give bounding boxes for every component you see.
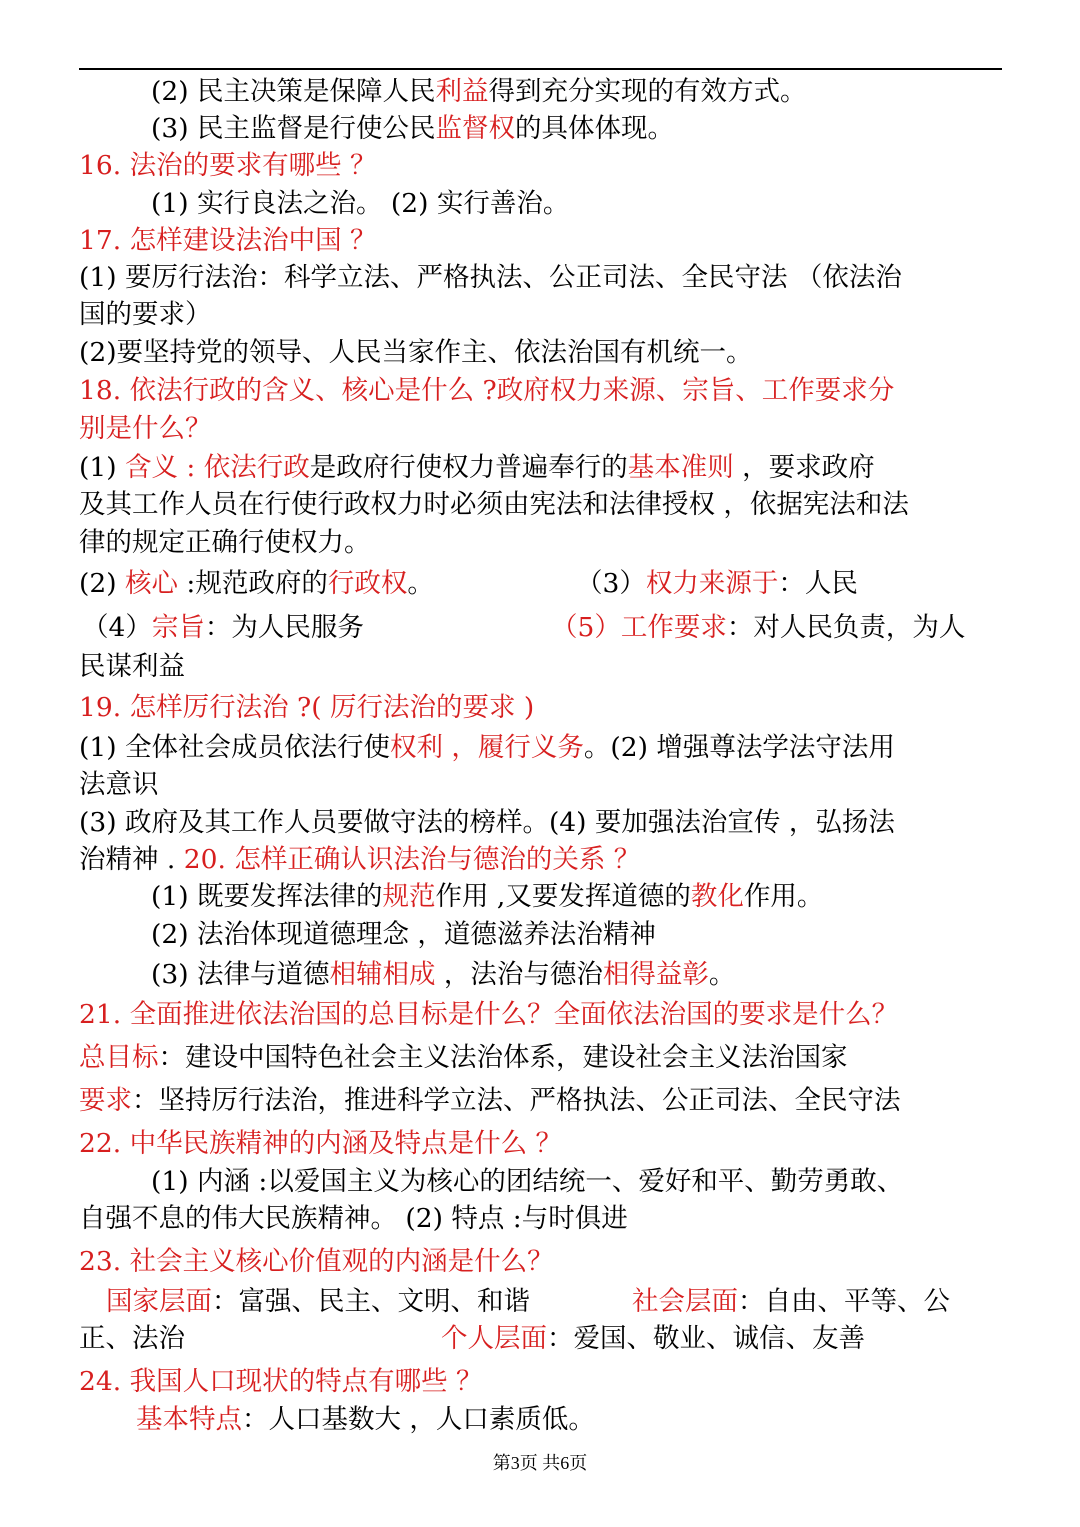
text-line (79, 1039, 848, 1077)
text: 作用。 (743, 881, 824, 912)
text-line (79, 565, 434, 603)
highlight: 含义 : 依法行政 (124, 452, 310, 483)
text: 法意识 (79, 769, 159, 800)
text: 自强不息的伟大民族精神。 (2) 特点 :与时俱进 (79, 1203, 628, 1234)
text-line (79, 524, 371, 562)
text: :规范政府的 (177, 568, 328, 599)
text-line (79, 296, 212, 334)
text-line (79, 334, 753, 372)
highlight: 行政权 (327, 568, 408, 599)
highlight: 基本准则 (627, 452, 734, 483)
text: ：人民 (778, 568, 858, 599)
text: (3) 法律与道德 (151, 959, 330, 990)
text: 正、法治 (79, 1323, 185, 1354)
text: ：对人民负责，为人 (726, 612, 966, 643)
text: ：坚持厉行法治，推进科学立法、严格执法、公正司法、全民守法 (132, 1085, 901, 1116)
highlight: 宗旨 (151, 612, 205, 643)
text-line (79, 766, 159, 804)
text-line (632, 1283, 950, 1321)
text-line (79, 1082, 901, 1120)
question-heading-21 (79, 996, 898, 1034)
text: ：富强、民主、文明、和谐 (212, 1286, 530, 1317)
text: 律的规定正确行使权力。 (79, 527, 371, 558)
text: 得到充分实现的有效方式。 (488, 76, 807, 107)
text: （3） (576, 568, 646, 599)
text: ：自由、平等、公 (738, 1286, 950, 1317)
text: 。 (407, 568, 434, 599)
text-line (151, 956, 735, 994)
text: (3) 政府及其工作人员要做守法的榜样。(4) 要加强法治宣传 ，弘扬法 (79, 807, 895, 838)
text: (1) 要厉行法治：科学立法、严格执法、公正司法、全民守法 （依法治 (79, 262, 902, 293)
text: (2) 法治体现道德理念 ，道德滋养法治精神 (151, 919, 656, 950)
text: (2) 民主决策是保障人民 (151, 76, 436, 107)
text: 民谋利益 (79, 651, 185, 682)
question-heading-16 (79, 147, 377, 185)
heading-text: 别是什么？ (79, 413, 212, 444)
text: (2) (79, 568, 125, 599)
text: ，法治与德治 (435, 959, 603, 990)
text-line (79, 449, 875, 487)
text-line (151, 916, 656, 954)
text: 是政府行使权力普遍奉行的 (309, 452, 628, 483)
text-line (79, 486, 909, 524)
highlight: 利益 (435, 76, 489, 107)
text-line (151, 73, 806, 111)
heading-text: 19. 怎样厉行法治 ?( 厉行法治的要求 ) (79, 692, 535, 723)
question-heading-20: 20. 怎样正确认识法治与德治的关系 ？ (183, 844, 641, 875)
text-line (79, 729, 895, 767)
text: ：人口基数大 ，人口素质低。 (242, 1404, 595, 1435)
highlight: 国家层面 (106, 1286, 212, 1317)
text: (1) 实行良法之治。 (2) 实行善治。 (151, 188, 570, 219)
text-line (576, 565, 858, 603)
question-heading-22 (79, 1125, 562, 1163)
heading-text: 18. 依法行政的含义、核心是什么 ?政府权力来源、宗旨、工作要求分 (79, 375, 895, 406)
question-heading-18-cont (79, 410, 212, 448)
text: ：为人民服务 (204, 612, 364, 643)
heading-text: 21. 全面推进依法治国的总目标是什么？全面依法治国的要求是什么？ (79, 999, 899, 1030)
text-line (151, 878, 823, 916)
text-line (151, 110, 674, 148)
question-heading-17 (79, 222, 377, 260)
text: ：爱国、敬业、诚信、友善 (547, 1323, 865, 1354)
text: 及其工作人员在行使行政权力时必须由宪法和法律授权 ，依据宪法和法 (79, 489, 909, 520)
text: 作用 ,又要发挥道德的 (435, 881, 691, 912)
text-line (79, 259, 902, 297)
text: (1) 既要发挥法律的 (151, 881, 383, 912)
text-line (136, 1401, 595, 1439)
text-line (82, 609, 364, 647)
text: (1) 全体社会成员依法行使 (79, 732, 390, 763)
text-line (79, 804, 895, 842)
text-line (551, 609, 965, 647)
highlight: 相辅相成 (329, 959, 436, 990)
text: 治精神 . (79, 844, 184, 875)
text: （4） (82, 612, 152, 643)
highlight: （5）工作要求 (551, 612, 727, 643)
heading-text: 24. 我国人口现状的特点有哪些 ？ (79, 1366, 483, 1397)
text: 国的要求） (79, 299, 212, 330)
heading-text: 16. 法治的要求有哪些 ？ (79, 150, 377, 181)
highlight: 规范 (382, 881, 436, 912)
highlight: 要求 (79, 1085, 132, 1116)
text-line (151, 185, 569, 223)
question-heading-23 (79, 1243, 554, 1281)
text-line (79, 841, 640, 879)
highlight: 个人层面 (441, 1323, 547, 1354)
question-heading-19 (79, 689, 534, 727)
text: ，要求政府 (733, 452, 875, 483)
header-rule (79, 68, 1002, 70)
text: ：建设中国特色社会主义法治体系，建设社会主义法治国家 (158, 1042, 848, 1073)
question-heading-24 (79, 1363, 483, 1401)
highlight: 监督权 (435, 113, 515, 144)
highlight: 基本特点 (136, 1404, 242, 1435)
heading-text: 17. 怎样建设法治中国 ？ (79, 225, 377, 256)
highlight: 权力来源于 (645, 568, 779, 599)
highlight: 总目标 (79, 1042, 159, 1073)
text-line (151, 1163, 903, 1201)
highlight: 相得益彰 (602, 959, 709, 990)
highlight: 社会层面 (632, 1286, 738, 1317)
text: (3) 民主监督是行使公民 (151, 113, 436, 144)
highlight: 核心 (124, 568, 178, 599)
question-heading-18 (79, 372, 894, 410)
highlight: 权利 ，履行义务 (389, 732, 584, 763)
heading-text: 22. 中华民族精神的内涵及特点是什么 ？ (79, 1128, 562, 1159)
text: 的具体体现。 (514, 113, 674, 144)
text-line (79, 1200, 628, 1238)
text-line (441, 1320, 865, 1358)
text: (1) (79, 452, 125, 483)
heading-text: 23. 社会主义核心价值观的内涵是什么？ (79, 1246, 554, 1277)
text-line (79, 1320, 185, 1358)
text: 。(2) 增强尊法学法守法用 (583, 732, 895, 763)
text-line (106, 1283, 530, 1321)
text-line (79, 648, 185, 686)
text: (1) 内涵 :以爱国主义为核心的团结统一、爱好和平、勤劳勇敢、 (151, 1166, 904, 1197)
highlight: 教化 (690, 881, 744, 912)
text: 。 (708, 959, 736, 990)
page-number-footer: 第3页 共6页 (492, 1453, 588, 1473)
text: (2)要坚持党的领导、人民当家作主、依法治国有机统一。 (79, 337, 753, 368)
